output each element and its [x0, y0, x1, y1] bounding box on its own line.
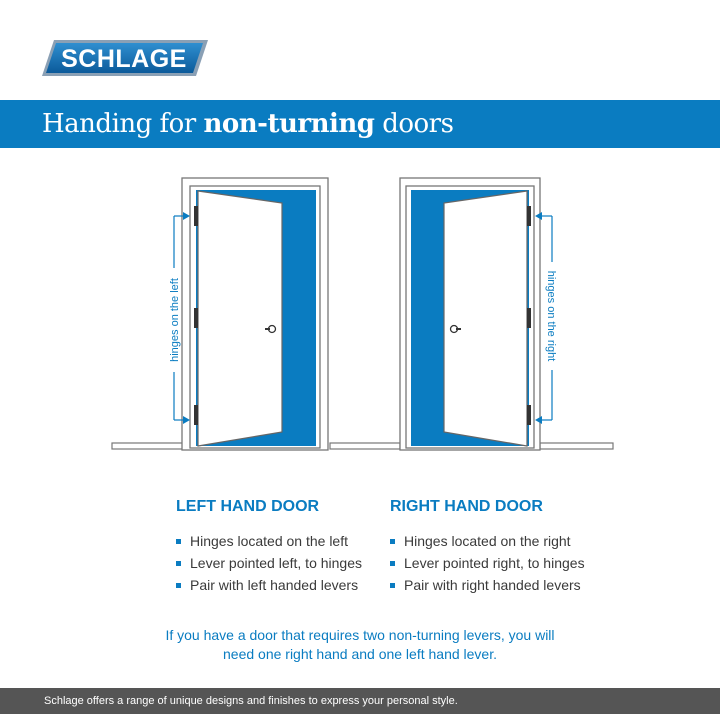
note-line-1: If you have a door that requires two non-turning levers, you will [165, 627, 555, 643]
list-item: Hinges located on the right [390, 530, 630, 552]
left-hand-column [176, 498, 416, 596]
left-hand-heading: LEFT HAND DOOR [176, 498, 320, 515]
schlage-logo [40, 38, 210, 78]
hinge-bottom-left [194, 405, 198, 425]
floor-right [540, 443, 613, 449]
hinge-mid-right [527, 308, 531, 328]
note-line-2: need one right hand and one left hand lever. [223, 646, 497, 662]
title-suffix: doors [374, 109, 454, 139]
hinge-top-left [194, 206, 198, 226]
right-hand-column [390, 498, 630, 596]
hinge-bottom-right [527, 405, 531, 425]
right-hand-heading: RIGHT HAND DOOR [390, 498, 543, 515]
title-banner [0, 100, 720, 148]
floor-middle [330, 443, 400, 449]
title-prefix: Handing for [42, 109, 204, 139]
left-hand-door [182, 178, 328, 450]
list-item: Pair with right handed levers [390, 574, 630, 596]
list-item: Lever pointed left, to hinges [176, 552, 416, 574]
floor-left [112, 443, 188, 449]
two-levers-note [120, 626, 600, 664]
footer-bar [0, 688, 720, 714]
right-hand-door [400, 178, 540, 450]
door-illustration [0, 160, 720, 460]
list-item: Hinges located on the left [176, 530, 416, 552]
left-hinge-label: hinges on the left [169, 278, 181, 362]
hinge-top-right [527, 206, 531, 226]
footer-text: Schlage offers a range of unique designs and finishes to express your personal style. [44, 695, 458, 707]
hinge-mid-left [194, 308, 198, 328]
list-item: Lever pointed right, to hinges [390, 552, 630, 574]
right-hinge-label: hinges on the right [545, 270, 557, 362]
title-emphasis: non-turning [203, 109, 375, 139]
list-item: Pair with left handed levers [176, 574, 416, 596]
brand-wordmark: SCHLAGE [61, 45, 187, 73]
